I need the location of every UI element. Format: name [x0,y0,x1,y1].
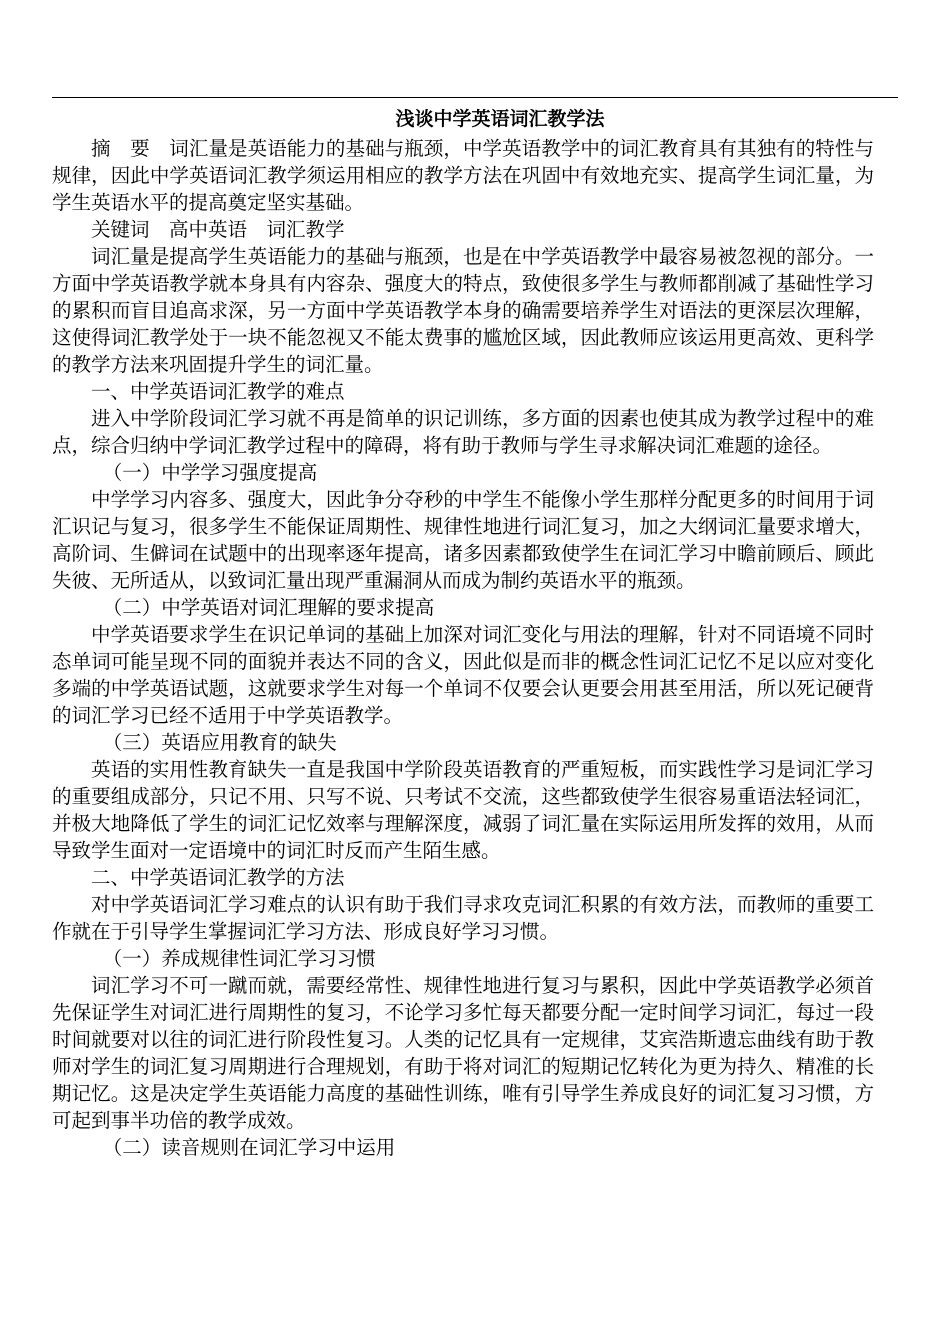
abstract-label-char2: 要 [130,137,150,160]
section-1-sub-1-heading: （一）中学学习强度提高 [102,461,318,484]
abstract-label-char1: 摘 [91,137,111,160]
section-1-intro: 进入中学阶段词汇学习就不再是简单的识记训练，多方面的因素也使其成为教学过程中的难点，综合归纳中学词汇教学过程中的障碍，将有助于教师与学生寻求解决词汇难题的途径。 [52,407,874,457]
section-1-sub-2-heading: （二）中学英语对词汇理解的要求提高 [102,596,435,619]
document-title: 浅谈中学英语词汇教学法 [395,108,605,130]
section-1-sub-1-text: 中学学习内容多、强度大，因此争分夺秒的中学生不能像小学生那样分配更多的时间用于词汇识记与复习，很多学生不能保证周期性、规律性地进行词汇复习，加之大纲词汇量要求增大，高阶词、生僻词在试题中的出现率逐年提高，诸多因素都致使学生在词汇学习中瞻前顾后、顾此失彼、无所适从，以致词汇量出现严重漏洞从而成为制约英语水平的瓶颈。 [52,488,874,592]
abstract-text: 词汇量是英语能力的基础与瓶颈，中学英语教学中的词汇教育具有其独有的特性与规律，因此中学英语词汇教学须运用相应的教学方法在巩固中有效地充实、提高学生词汇量，为学生英语水平的提高奠定坚实基础。 [52,137,874,214]
section-1-sub-3-text: 英语的实用性教育缺失一直是我国中学阶段英语教育的严重短板，而实践性学习是词汇学习的重要组成部分，只记不用、只写不说、只考试不交流，这些都致使学生很容易重语法轻词汇，并极大地降低了学生的词汇记忆效率与理解深度，减弱了词汇量在实际运用所发挥的效用，从而导致学生面对一定语境中的词汇时反而产生陌生感。 [52,758,874,862]
section-2-heading: 二、中学英语词汇教学的方法 [91,866,345,889]
header-rule [52,97,898,98]
section-2-sub-2-heading: （二）读音规则在词汇学习中运用 [102,1136,396,1159]
section-2-sub-1-text: 词汇学习不可一蹴而就，需要经常性、规律性地进行复习与累积，因此中学英语教学必须首先保证学生对词汇进行周期性的复习，不论学习多忙每天都要分配一定时间学习词汇，每过一段时间就要对以往的词汇进行阶段性复习。人类的记忆具有一定规律，艾宾浩斯遗忘曲线有助于教师对学生的词汇复习周期进行合理规划，有助于将对词汇的短期记忆转化为更为持久、精准的长期记忆。这是决定学生英语能力高度的基础性训练，唯有引导学生养成良好的词汇复习习惯，方可起到事半功倍的教学成效。 [52,974,874,1132]
section-1-heading: 一、中学英语词汇教学的难点 [91,380,345,403]
abstract-paragraph [52,135,874,216]
section-2-intro: 对中学英语词汇学习难点的认识有助于我们寻求攻克词汇积累的有效方法，而教师的重要工作就在于引导学生掌握词汇学习方法、形成良好学习习惯。 [52,893,874,943]
intro-paragraph: 词汇量是提高学生英语能力的基础与瓶颈，也是在中学英语教学中最容易被忽视的部分。一方面中学英语教学就本身具有内容杂、强度大的特点，致使很多学生与教师都削减了基础性学习的累积而盲目追高求深，另一方面中学英语教学本身的确需要培养学生对语法的更深层次理解，这使得词汇教学处于一块不能忽视又不能太费事的尴尬区域，因此教师应该运用更高效、更科学的教学方法来巩固提升学生的词汇量。 [52,245,874,376]
section-1-sub-2-text: 中学英语要求学生在识记单词的基础上加深对词汇变化与用法的理解，针对不同语境不同时态单词可能呈现不同的面貌并表达不同的含义，因此似是而非的概念性词汇记忆不足以应对变化多端的中学英语试题，这就要求学生对每一个单词不仅要会认更要会用甚至用活，所以死记硬背的词汇学习已经不适用于中学英语教学。 [52,623,874,727]
keyword-item: 词汇教学 [266,218,345,241]
keywords-label: 关键词 [91,218,150,241]
keyword-item: 高中英语 [169,218,248,241]
keywords-line [52,216,874,243]
section-2-sub-1-heading: （一）养成规律性词汇学习习惯 [102,947,376,970]
document-page [52,104,874,1161]
section-1-sub-3-heading: （三）英语应用教育的缺失 [102,731,337,754]
